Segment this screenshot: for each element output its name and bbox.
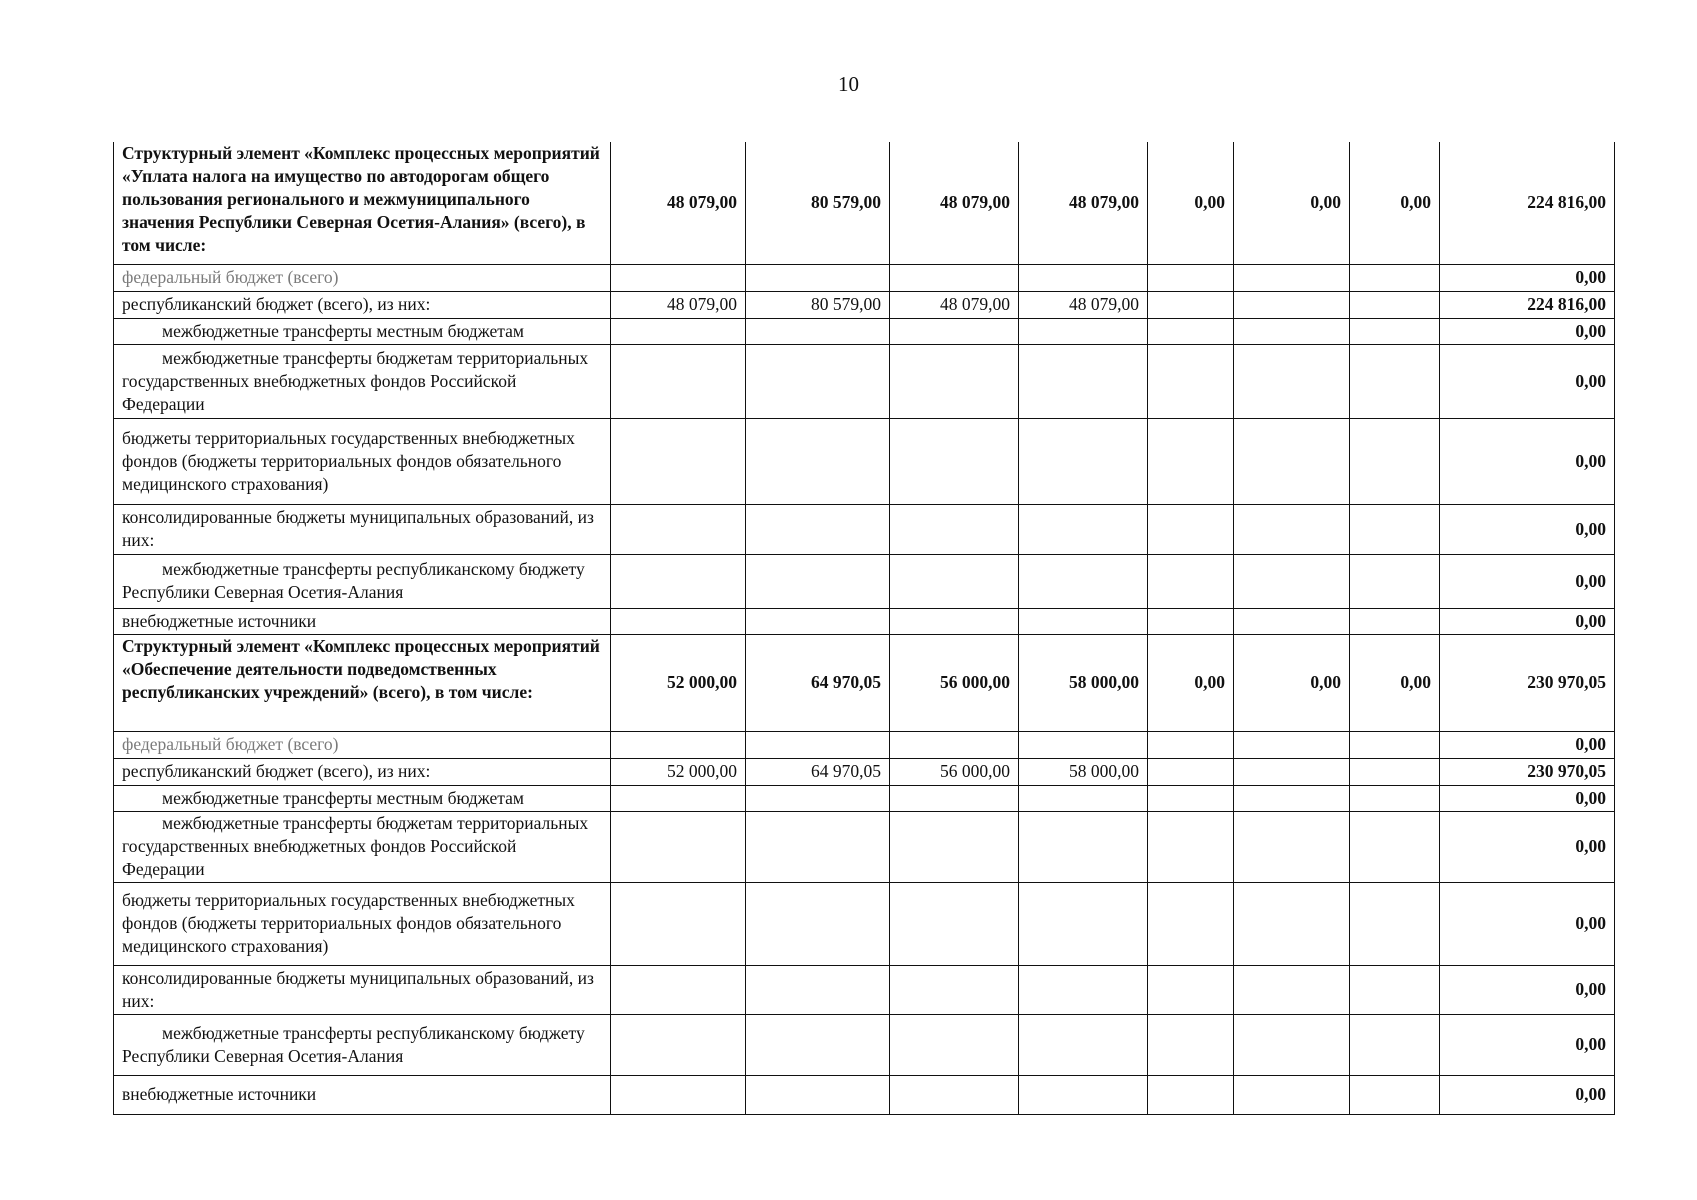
total-cell: 0,00 — [1440, 318, 1615, 344]
total-cell: 230 970,05 — [1440, 758, 1615, 785]
amount-cell — [1234, 811, 1350, 882]
amount-cell — [890, 504, 1019, 554]
table-row — [114, 554, 1615, 608]
amount-cell — [1019, 418, 1148, 504]
amount-cell — [746, 882, 890, 965]
amount-cell — [1350, 811, 1440, 882]
amount-cell — [1234, 882, 1350, 965]
row-label: республиканский бюджет (всего), из них: — [114, 291, 611, 318]
row-label: межбюджетные трансферты республиканскому бюджету Республики Северная Осетия-Алания — [114, 554, 611, 608]
amount-cell — [1019, 318, 1148, 344]
amount-cell — [746, 554, 890, 608]
table-row — [114, 1014, 1615, 1075]
amount-cell — [611, 318, 746, 344]
total-cell: 0,00 — [1440, 554, 1615, 608]
amount-cell — [1019, 554, 1148, 608]
table-row — [114, 318, 1615, 344]
amount-cell — [746, 811, 890, 882]
amount-cell — [746, 965, 890, 1014]
amount-cell — [1350, 608, 1440, 634]
amount-cell — [1148, 418, 1234, 504]
row-label: межбюджетные трансферты республиканскому бюджету Республики Северная Осетия-Алания — [114, 1014, 611, 1075]
amount-cell — [1234, 608, 1350, 634]
amount-cell — [1019, 264, 1148, 291]
table-row — [114, 608, 1615, 634]
amount-cell — [1350, 264, 1440, 291]
amount-cell — [890, 418, 1019, 504]
budget-table-body — [114, 142, 1615, 1114]
row-label: республиканский бюджет (всего), из них: — [114, 758, 611, 785]
amount-cell — [611, 1075, 746, 1114]
amount-cell: 52 000,00 — [611, 758, 746, 785]
amount-cell — [611, 1014, 746, 1075]
amount-cell — [890, 264, 1019, 291]
amount-cell — [1148, 1014, 1234, 1075]
amount-cell — [1019, 882, 1148, 965]
amount-cell — [611, 965, 746, 1014]
amount-cell — [890, 1075, 1019, 1114]
amount-cell — [890, 608, 1019, 634]
section-row — [114, 634, 1615, 731]
amount-cell: 0,00 — [1234, 634, 1350, 731]
amount-cell — [1019, 965, 1148, 1014]
amount-cell: 52 000,00 — [611, 634, 746, 731]
budget-table — [113, 142, 1615, 1115]
amount-cell — [611, 504, 746, 554]
amount-cell — [1234, 785, 1350, 811]
amount-cell — [1148, 318, 1234, 344]
amount-cell — [1234, 291, 1350, 318]
amount-cell — [1234, 264, 1350, 291]
amount-cell: 48 079,00 — [1019, 142, 1148, 264]
row-label: федеральный бюджет (всего) — [114, 264, 611, 291]
amount-cell — [1019, 1075, 1148, 1114]
total-cell: 230 970,05 — [1440, 634, 1615, 731]
total-cell: 0,00 — [1440, 344, 1615, 418]
amount-cell — [890, 785, 1019, 811]
amount-cell — [890, 811, 1019, 882]
amount-cell: 48 079,00 — [890, 142, 1019, 264]
amount-cell: 0,00 — [1350, 634, 1440, 731]
amount-cell — [1019, 811, 1148, 882]
row-label: Структурный элемент «Комплекс процессных мероприятий «Уплата налога на имущество по автодорогам общего пользования регионального и межмуниципального значения Республики Северная Осетия-Алания» (всего), в том числе: — [114, 142, 611, 264]
amount-cell — [1019, 1014, 1148, 1075]
table-row — [114, 785, 1615, 811]
total-cell: 0,00 — [1440, 785, 1615, 811]
table-row — [114, 264, 1615, 291]
total-cell: 224 816,00 — [1440, 291, 1615, 318]
amount-cell — [1234, 731, 1350, 758]
amount-cell — [611, 344, 746, 418]
row-label: внебюджетные источники — [114, 608, 611, 634]
amount-cell — [1148, 344, 1234, 418]
amount-cell — [1350, 504, 1440, 554]
table-row — [114, 1075, 1615, 1114]
row-label: бюджеты территориальных государственных внебюджетных фондов (бюджеты территориальных фондов обязательного медицинского страхования) — [114, 882, 611, 965]
amount-cell — [1350, 882, 1440, 965]
amount-cell — [1350, 318, 1440, 344]
amount-cell: 64 970,05 — [746, 758, 890, 785]
amount-cell — [1350, 418, 1440, 504]
amount-cell — [1350, 1075, 1440, 1114]
amount-cell — [1019, 731, 1148, 758]
row-label: бюджеты территориальных государственных внебюджетных фондов (бюджеты территориальных фондов обязательного медицинского страхования) — [114, 418, 611, 504]
amount-cell — [1148, 264, 1234, 291]
total-cell: 0,00 — [1440, 504, 1615, 554]
amount-cell — [890, 344, 1019, 418]
total-cell: 0,00 — [1440, 965, 1615, 1014]
amount-cell — [890, 731, 1019, 758]
amount-cell — [746, 264, 890, 291]
section-row — [114, 142, 1615, 264]
table-row — [114, 965, 1615, 1014]
amount-cell — [611, 731, 746, 758]
table-row — [114, 418, 1615, 504]
amount-cell — [611, 811, 746, 882]
row-label: федеральный бюджет (всего) — [114, 731, 611, 758]
amount-cell: 80 579,00 — [746, 291, 890, 318]
row-label: межбюджетные трансферты местным бюджетам — [114, 318, 611, 344]
total-cell: 0,00 — [1440, 1014, 1615, 1075]
amount-cell: 58 000,00 — [1019, 634, 1148, 731]
amount-cell: 56 000,00 — [890, 758, 1019, 785]
amount-cell — [1350, 554, 1440, 608]
amount-cell — [890, 554, 1019, 608]
amount-cell — [1350, 731, 1440, 758]
amount-cell — [890, 318, 1019, 344]
amount-cell — [1350, 965, 1440, 1014]
amount-cell — [1019, 608, 1148, 634]
amount-cell: 48 079,00 — [611, 291, 746, 318]
amount-cell: 0,00 — [1148, 634, 1234, 731]
amount-cell — [1148, 504, 1234, 554]
amount-cell: 56 000,00 — [890, 634, 1019, 731]
total-cell: 0,00 — [1440, 731, 1615, 758]
amount-cell — [1350, 758, 1440, 785]
amount-cell — [1234, 1075, 1350, 1114]
amount-cell — [746, 731, 890, 758]
amount-cell — [611, 264, 746, 291]
amount-cell — [611, 785, 746, 811]
amount-cell: 48 079,00 — [1019, 291, 1148, 318]
amount-cell — [1148, 291, 1234, 318]
amount-cell — [1234, 504, 1350, 554]
amount-cell — [1148, 731, 1234, 758]
total-cell: 0,00 — [1440, 418, 1615, 504]
table-row — [114, 758, 1615, 785]
amount-cell — [1148, 758, 1234, 785]
amount-cell — [611, 608, 746, 634]
amount-cell — [611, 418, 746, 504]
amount-cell: 0,00 — [1234, 142, 1350, 264]
amount-cell — [746, 1014, 890, 1075]
amount-cell — [1234, 344, 1350, 418]
amount-cell: 0,00 — [1350, 142, 1440, 264]
amount-cell: 0,00 — [1148, 142, 1234, 264]
table-row — [114, 291, 1615, 318]
table-row — [114, 811, 1615, 882]
amount-cell — [1148, 1075, 1234, 1114]
amount-cell: 58 000,00 — [1019, 758, 1148, 785]
amount-cell — [746, 318, 890, 344]
amount-cell — [746, 504, 890, 554]
amount-cell — [611, 554, 746, 608]
amount-cell — [1350, 344, 1440, 418]
row-label: консолидированные бюджеты муниципальных образований, из них: — [114, 504, 611, 554]
total-cell: 0,00 — [1440, 264, 1615, 291]
row-label: межбюджетные трансферты бюджетам территориальных государственных внебюджетных фондов Российской Федерации — [114, 344, 611, 418]
page-number: 10 — [838, 72, 859, 96]
row-label: Структурный элемент «Комплекс процессных мероприятий «Обеспечение деятельности подведомственных республиканских учреждений» (всего), в том числе: — [114, 634, 611, 731]
row-label: межбюджетные трансферты местным бюджетам — [114, 785, 611, 811]
amount-cell: 64 970,05 — [746, 634, 890, 731]
total-cell: 0,00 — [1440, 811, 1615, 882]
table-row — [114, 504, 1615, 554]
amount-cell — [1350, 291, 1440, 318]
amount-cell — [746, 344, 890, 418]
amount-cell — [746, 418, 890, 504]
table-row — [114, 344, 1615, 418]
amount-cell — [1019, 785, 1148, 811]
amount-cell: 80 579,00 — [746, 142, 890, 264]
amount-cell — [1019, 504, 1148, 554]
amount-cell — [890, 1014, 1019, 1075]
amount-cell — [1234, 758, 1350, 785]
amount-cell: 48 079,00 — [611, 142, 746, 264]
amount-cell — [890, 882, 1019, 965]
amount-cell — [1148, 811, 1234, 882]
row-label: внебюджетные источники — [114, 1075, 611, 1114]
total-cell: 0,00 — [1440, 882, 1615, 965]
row-label: межбюджетные трансферты бюджетам территориальных государственных внебюджетных фондов Российской Федерации — [114, 811, 611, 882]
total-cell: 224 816,00 — [1440, 142, 1615, 264]
amount-cell — [890, 965, 1019, 1014]
amount-cell — [1148, 965, 1234, 1014]
row-label: консолидированные бюджеты муниципальных образований, из них: — [114, 965, 611, 1014]
amount-cell — [1234, 554, 1350, 608]
amount-cell — [746, 1075, 890, 1114]
amount-cell: 48 079,00 — [890, 291, 1019, 318]
amount-cell — [1148, 554, 1234, 608]
amount-cell — [1350, 1014, 1440, 1075]
amount-cell — [746, 785, 890, 811]
total-cell: 0,00 — [1440, 608, 1615, 634]
amount-cell — [611, 882, 746, 965]
amount-cell — [1019, 344, 1148, 418]
amount-cell — [1234, 965, 1350, 1014]
table-row — [114, 882, 1615, 965]
amount-cell — [1148, 608, 1234, 634]
amount-cell — [1148, 785, 1234, 811]
amount-cell — [1148, 882, 1234, 965]
amount-cell — [746, 608, 890, 634]
table-row — [114, 731, 1615, 758]
amount-cell — [1234, 1014, 1350, 1075]
amount-cell — [1350, 785, 1440, 811]
amount-cell — [1234, 418, 1350, 504]
total-cell: 0,00 — [1440, 1075, 1615, 1114]
amount-cell — [1234, 318, 1350, 344]
